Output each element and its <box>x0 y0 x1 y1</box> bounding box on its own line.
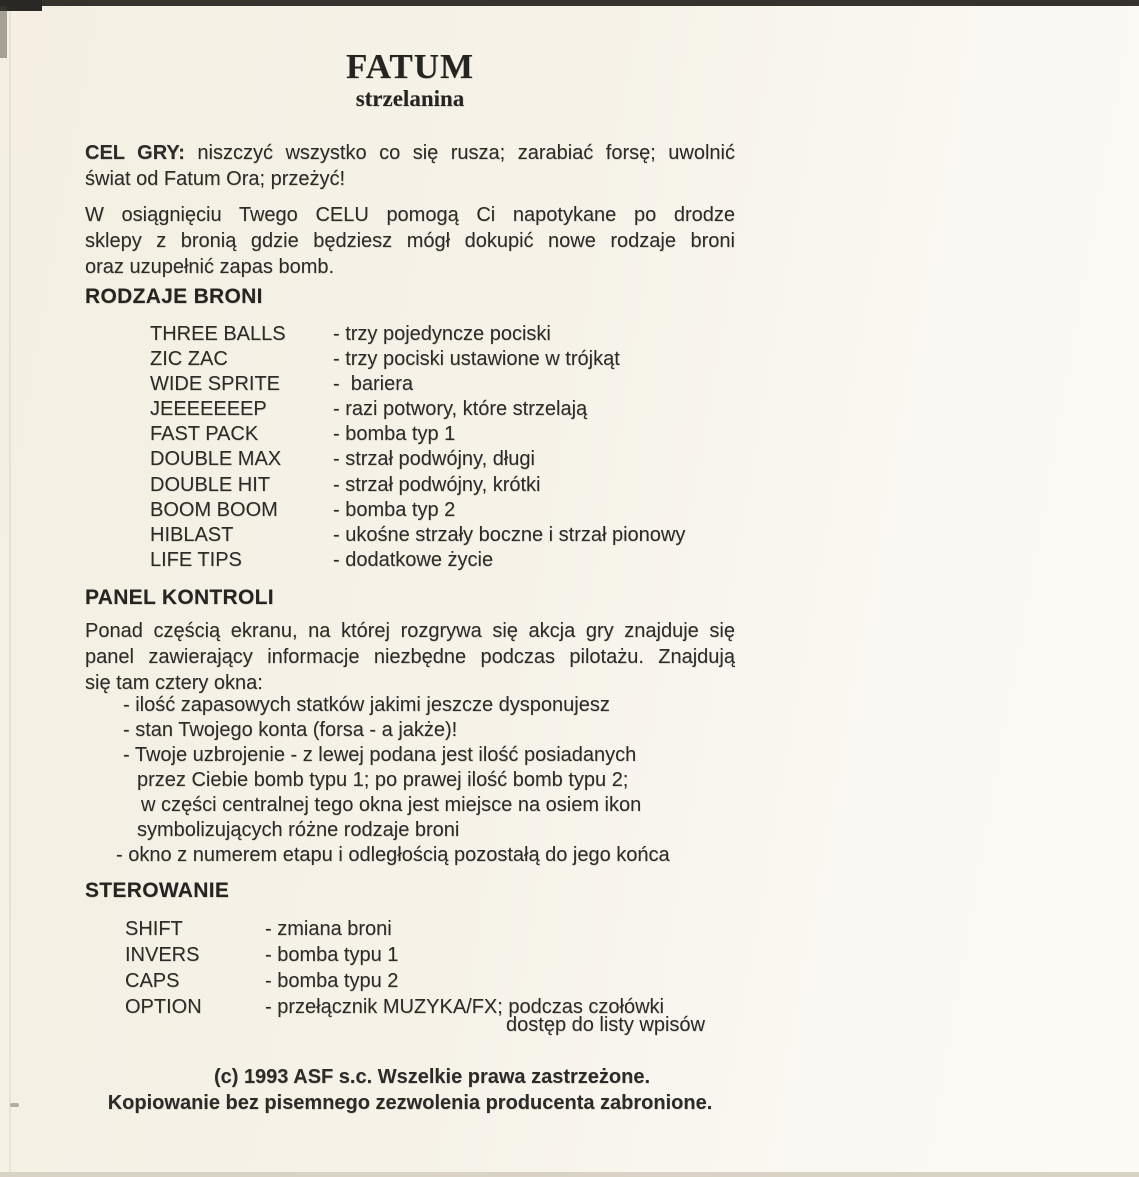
weapon-name: DOUBLE HIT <box>150 473 271 496</box>
weapon-desc: - bomba typ 1 <box>333 423 456 446</box>
section-heading-weapons: RODZAJE BRONI <box>85 285 263 308</box>
intro-line-3: oraz uzupełnić zapas bomb. <box>85 256 335 278</box>
weapon-desc: - strzał podwójny, krótki <box>333 473 541 496</box>
control-key: OPTION <box>125 996 202 1018</box>
weapon-row <box>85 422 735 447</box>
weapon-desc: - trzy pociski ustawione w trójkąt <box>333 348 620 371</box>
weapon-row <box>85 322 735 347</box>
option-continuation-line: dostęp do listy wpisów <box>506 1014 705 1036</box>
control-desc: - zmiana broni <box>265 918 392 940</box>
weapon-name: BOOM BOOM <box>150 498 278 521</box>
control-row <box>85 968 735 994</box>
controls-table <box>85 916 735 1020</box>
weapon-row <box>85 372 735 397</box>
control-row <box>85 942 735 968</box>
page-subtitle: strzelanina <box>355 86 465 111</box>
weapon-name: DOUBLE MAX <box>150 448 282 471</box>
weapon-row <box>85 523 735 548</box>
scanner-left-edge-shadow <box>0 6 7 58</box>
weapon-name: FAST PACK <box>150 423 259 446</box>
weapon-name: THREE BALLS <box>150 323 286 345</box>
control-key: CAPS <box>125 970 180 992</box>
copyright-line: (c) 1993 ASF s.c. Wszelkie prawa zastrzeżone. <box>213 1066 651 1088</box>
intro-line-1: W osiągnięciu Twego CELU pomogą Ci napotykane po drodze <box>85 204 735 226</box>
panel-line-3: się tam cztery okna: <box>85 672 263 694</box>
section-heading-panel: PANEL KONTROLI <box>85 586 274 609</box>
control-desc: - przełącznik MUZYKA/FX; podczas czołówki <box>265 996 665 1018</box>
weapon-desc: - ukośne strzały boczne i strzał pionowy <box>333 523 686 546</box>
control-desc: - bomba typu 1 <box>265 944 399 966</box>
weapon-desc: - dodatkowe życie <box>333 548 494 571</box>
bullet-line: - okno z numerem etapu i odległością pozostałą do jego końca <box>116 844 670 866</box>
weapon-desc: - trzy pojedyncze pociski <box>333 323 551 345</box>
control-key: SHIFT <box>125 918 183 940</box>
scanner-top-edge <box>0 0 1139 6</box>
bullet-line: - ilość zapasowych statków jakimi jeszcze dysponujesz <box>123 694 610 716</box>
goal-line-2: świat od Fatum Ora; przeżyć! <box>85 168 346 190</box>
weapon-desc: - strzał podwójny, długi <box>333 448 535 471</box>
weapons-table <box>85 322 735 573</box>
page-title: FATUM <box>345 47 475 86</box>
weapon-row <box>85 397 735 422</box>
goal-label: CEL GRY: <box>85 142 185 164</box>
control-key: INVERS <box>125 944 200 966</box>
weapon-name: WIDE SPRITE <box>150 373 281 396</box>
weapon-row <box>85 447 735 472</box>
goal-paragraph <box>85 140 735 192</box>
bullet-line: symbolizujących różne rodzaje broni <box>137 819 460 841</box>
panel-paragraph <box>85 618 735 696</box>
ink-speck <box>10 1103 19 1107</box>
weapon-desc: - razi potwory, które strzelają <box>333 398 588 421</box>
scanner-bottom-edge <box>0 1172 1139 1177</box>
bullet-line: przez Ciebie bomb typu 1; po prawej ilość bomb typu 2; <box>137 769 629 791</box>
weapon-name: ZIC ZAC <box>150 348 228 371</box>
weapon-row <box>85 347 735 372</box>
title-block <box>85 48 735 112</box>
paper-crease-line <box>9 6 11 1172</box>
weapon-row <box>85 473 735 498</box>
intro-line-2: sklepy z bronią gdzie będziesz mógł dokupić nowe rodzaje broni <box>85 230 735 252</box>
weapon-desc: - bariera <box>333 373 414 396</box>
section-heading-controls: STEROWANIE <box>85 879 230 902</box>
goal-line-1-text: niszczyć wszystko co się rusza; zarabiać forsę; uwolnić <box>184 142 736 164</box>
panel-line-2: panel zawierający informacje niezbędne podczas pilotażu. Znajdują <box>85 646 735 668</box>
weapon-name: HIBLAST <box>150 523 234 546</box>
weapon-row <box>85 548 735 573</box>
goal-line-1 <box>85 140 735 166</box>
weapon-row <box>85 498 735 523</box>
intro-paragraph <box>85 202 735 280</box>
weapon-desc: - bomba typ 2 <box>333 498 456 521</box>
weapon-name: JEEEEEEEP <box>150 398 267 421</box>
bullet-line: - stan Twojego konta (forsa - a jakże)! <box>123 719 458 741</box>
control-row <box>85 916 735 942</box>
panel-bullet-list <box>85 693 735 868</box>
panel-line-1: Ponad częścią ekranu, na której rozgrywa się akcja gry znajduje się <box>85 620 735 642</box>
copy-prohibition-line: Kopiowanie bez pisemnego zezwolenia producenta zabronione. <box>107 1092 713 1114</box>
weapon-name: LIFE TIPS <box>150 548 242 571</box>
bullet-line: w części centralnej tego okna jest miejsce na osiem ikon <box>141 794 642 816</box>
bullet-line: - Twoje uzbrojenie - z lewej podana jest ilość posiadanych <box>123 744 637 766</box>
control-desc: - bomba typu 2 <box>265 970 399 992</box>
